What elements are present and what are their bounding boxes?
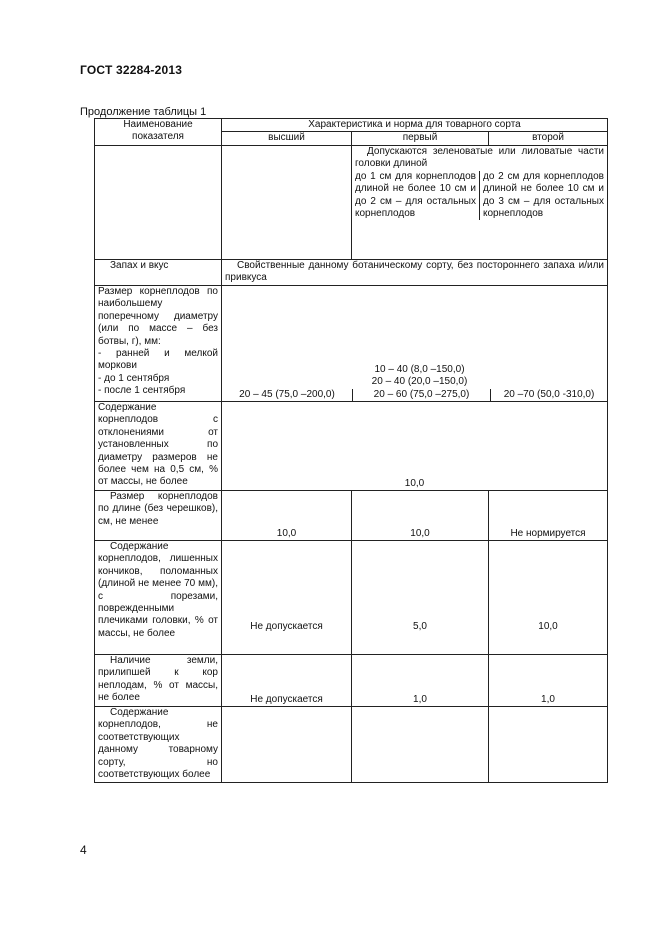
header-sort-first: первый bbox=[352, 132, 489, 146]
table-row bbox=[95, 146, 608, 260]
row5-name: Размер корнеплодов по длине (без черешков), см, не менее bbox=[95, 491, 222, 541]
table-caption: Продолжение таблицы 1 bbox=[80, 106, 207, 118]
row8-top bbox=[222, 707, 352, 783]
row6-top: Не допускается bbox=[222, 541, 352, 655]
row1-name bbox=[95, 146, 222, 260]
row2-name: Запах и вкус bbox=[95, 260, 222, 286]
row1-split bbox=[352, 146, 608, 260]
row4-value: 10,0 bbox=[222, 402, 608, 491]
row3-v-after-first: 20 – 60 (75,0 –275,0) bbox=[352, 389, 490, 401]
row3-v-after-top: 20 – 45 (75,0 –200,0) bbox=[239, 388, 335, 400]
row8-first bbox=[352, 707, 489, 783]
row1-top bbox=[222, 146, 352, 260]
header-sort-second: второй bbox=[489, 132, 608, 146]
row3-values bbox=[222, 286, 608, 402]
row7-top: Не допускается bbox=[222, 655, 352, 707]
document-title: ГОСТ 32284-2013 bbox=[80, 63, 183, 77]
row6-second: 10,0 bbox=[489, 541, 608, 655]
row7-name: Наличие земли, прилипшей к кор неплодам, % от массы, не более bbox=[95, 655, 222, 707]
row5-second: Не нормируется bbox=[489, 491, 608, 541]
quality-table bbox=[94, 118, 608, 783]
row3-name bbox=[95, 286, 222, 402]
table-row bbox=[95, 707, 608, 783]
row4-name: Содержание корнеплодов с отклонениями от установленных по диаметру размеров не более чем на 0,5 см, % от массы, не более bbox=[95, 402, 222, 491]
table-row bbox=[95, 491, 608, 541]
row6-first: 5,0 bbox=[352, 541, 489, 655]
row3-v-small: 10 – 40 (8,0 –150,0) bbox=[374, 363, 465, 375]
row3-name-sub3: - после 1 сентября bbox=[98, 385, 186, 397]
row3-v-after-second: 20 –70 (50,0 -310,0) bbox=[490, 389, 607, 401]
row8-name: Содержание корнеплодов, не соответствующих данному товарному сорту, но соответствующих более bbox=[95, 707, 222, 783]
table-row bbox=[95, 541, 608, 655]
header-sort-top: высший bbox=[222, 132, 352, 146]
row8-second bbox=[489, 707, 608, 783]
header-indicator-name: Наименование показателя bbox=[95, 119, 222, 146]
row5-top: 10,0 bbox=[222, 491, 352, 541]
header-sort-group: Характеристика и норма для товарного сорта bbox=[222, 119, 608, 132]
table-row bbox=[95, 655, 608, 707]
row6-name: Содержание корнеплодов, лишенных кончиков, поломанных (длиной не менее 70 мм), с порезами, поврежденными плечиками головки, % от массы, не более bbox=[95, 541, 222, 655]
row7-second: 1,0 bbox=[489, 655, 608, 707]
row3-name-sub1: - ранней и мелкой моркови bbox=[98, 348, 218, 372]
row1-first: до 1 см для корнеплодов длиной не более 10 см и до 2 см – для остальных корнеплодов bbox=[355, 170, 476, 220]
row5-first: 10,0 bbox=[352, 491, 489, 541]
row7-first: 1,0 bbox=[352, 655, 489, 707]
table-row bbox=[95, 260, 608, 286]
row2-value: Свойственные данному ботаническому сорту, без постороннего запаха и/или привкуса bbox=[222, 260, 608, 286]
row1-span-text: Допускаются зеленоватые или лиловатые части головки длиной bbox=[355, 146, 604, 170]
table-row bbox=[95, 286, 608, 402]
row1-second: до 2 см для корнеплодов длиной не более 10 см и до 3 см – для остальных корнеплодов bbox=[479, 171, 607, 221]
row3-v-before: 20 – 40 (20,0 –150,0) bbox=[371, 376, 468, 388]
table-row bbox=[95, 402, 608, 491]
page-number: 4 bbox=[80, 843, 87, 857]
row3-name-sub2: - до 1 сентября bbox=[98, 372, 170, 384]
row3-name-main: Размер корнеплодов по наибольшему поперечному диаметру (или по массе – без ботвы, г), мм: bbox=[98, 286, 218, 347]
